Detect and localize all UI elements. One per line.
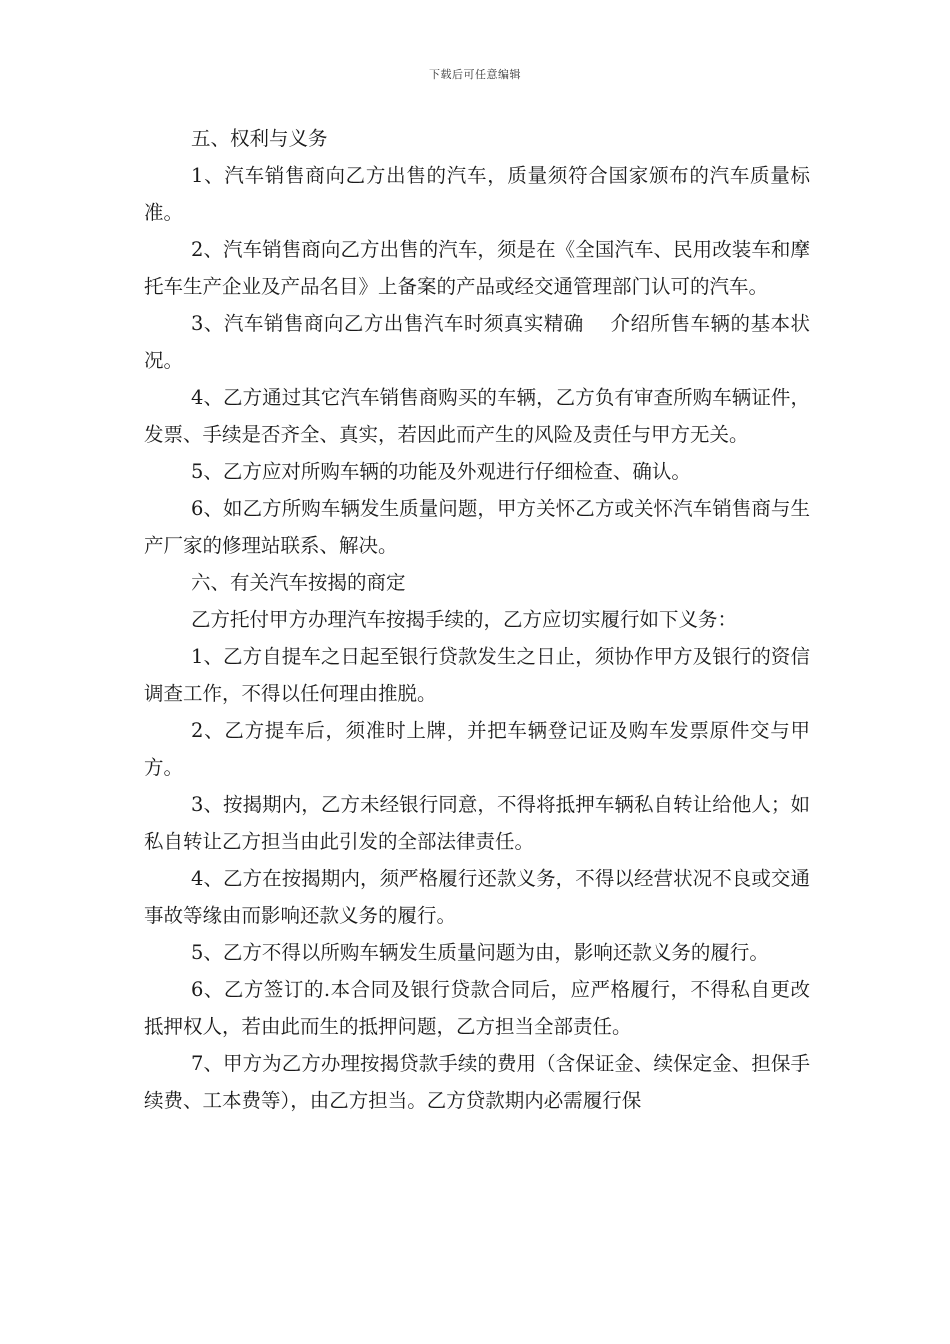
paragraph: 2、汽车销售商向乙方出售的汽车，须是在《全国汽车、民用改装车和摩托车生产企业及产品名目》上备案的产品或经交通管理部门认可的汽车。 <box>144 238 810 298</box>
section-heading-mortgage: 六、有关汽车按揭的商定 <box>191 571 406 594</box>
section-heading-rights-obligations: 五、权利与义务 <box>191 127 328 150</box>
paragraph: 3、汽车销售商向乙方出售汽车时须真实精确 介绍所售车辆的基本状况。 <box>144 312 810 372</box>
paragraph: 1、乙方自提车之日起至银行贷款发生之日止，须协作甲方及银行的资信调查工作，不得以任何理由推脱。 <box>144 645 810 705</box>
paragraph: 乙方托付甲方办理汽车按揭手续的，乙方应切实履行如下义务： <box>191 608 738 631</box>
paragraph: 7、甲方为乙方办理按揭贷款手续的费用（含保证金、续保定金、担保手续费、工本费等），由乙方担当。乙方贷款期内必需履行保 <box>144 1052 810 1112</box>
paragraph: 1、汽车销售商向乙方出售的汽车，质量须符合国家颁布的汽车质量标准。 <box>144 164 810 224</box>
paragraph: 3、按揭期内，乙方未经银行同意，不得将抵押车辆私自转让给他人；如私自转让乙方担当由此引发的全部法律责任。 <box>144 793 810 853</box>
paragraph: 5、乙方不得以所购车辆发生质量问题为由，影响还款义务的履行。 <box>191 941 769 964</box>
paragraph: 6、如乙方所购车辆发生质量问题，甲方关怀乙方或关怀汽车销售商与生产厂家的修理站联系、解决。 <box>144 497 810 557</box>
paragraph: 4、乙方在按揭期内，须严格履行还款义务，不得以经营状况不良或交通事故等缘由而影响还款义务的履行。 <box>144 867 810 927</box>
paragraph: 6、乙方签订的.本合同及银行贷款合同后，应严格履行，不得私自更改抵押权人，若由此而生的抵押问题，乙方担当全部责任。 <box>144 978 810 1038</box>
page-header: 下载后可任意编辑 <box>429 68 521 81</box>
paragraph: 2、乙方提车后，须准时上牌，并把车辆登记证及购车发票原件交与甲方。 <box>144 719 810 779</box>
paragraph: 5、乙方应对所购车辆的功能及外观进行仔细检查、确认。 <box>191 460 691 483</box>
paragraph: 4、乙方通过其它汽车销售商购买的车辆，乙方负有审查所购车辆证件，发票、手续是否齐全、真实，若因此而产生的风险及责任与甲方无关。 <box>144 386 810 446</box>
document-body <box>144 120 810 1119</box>
